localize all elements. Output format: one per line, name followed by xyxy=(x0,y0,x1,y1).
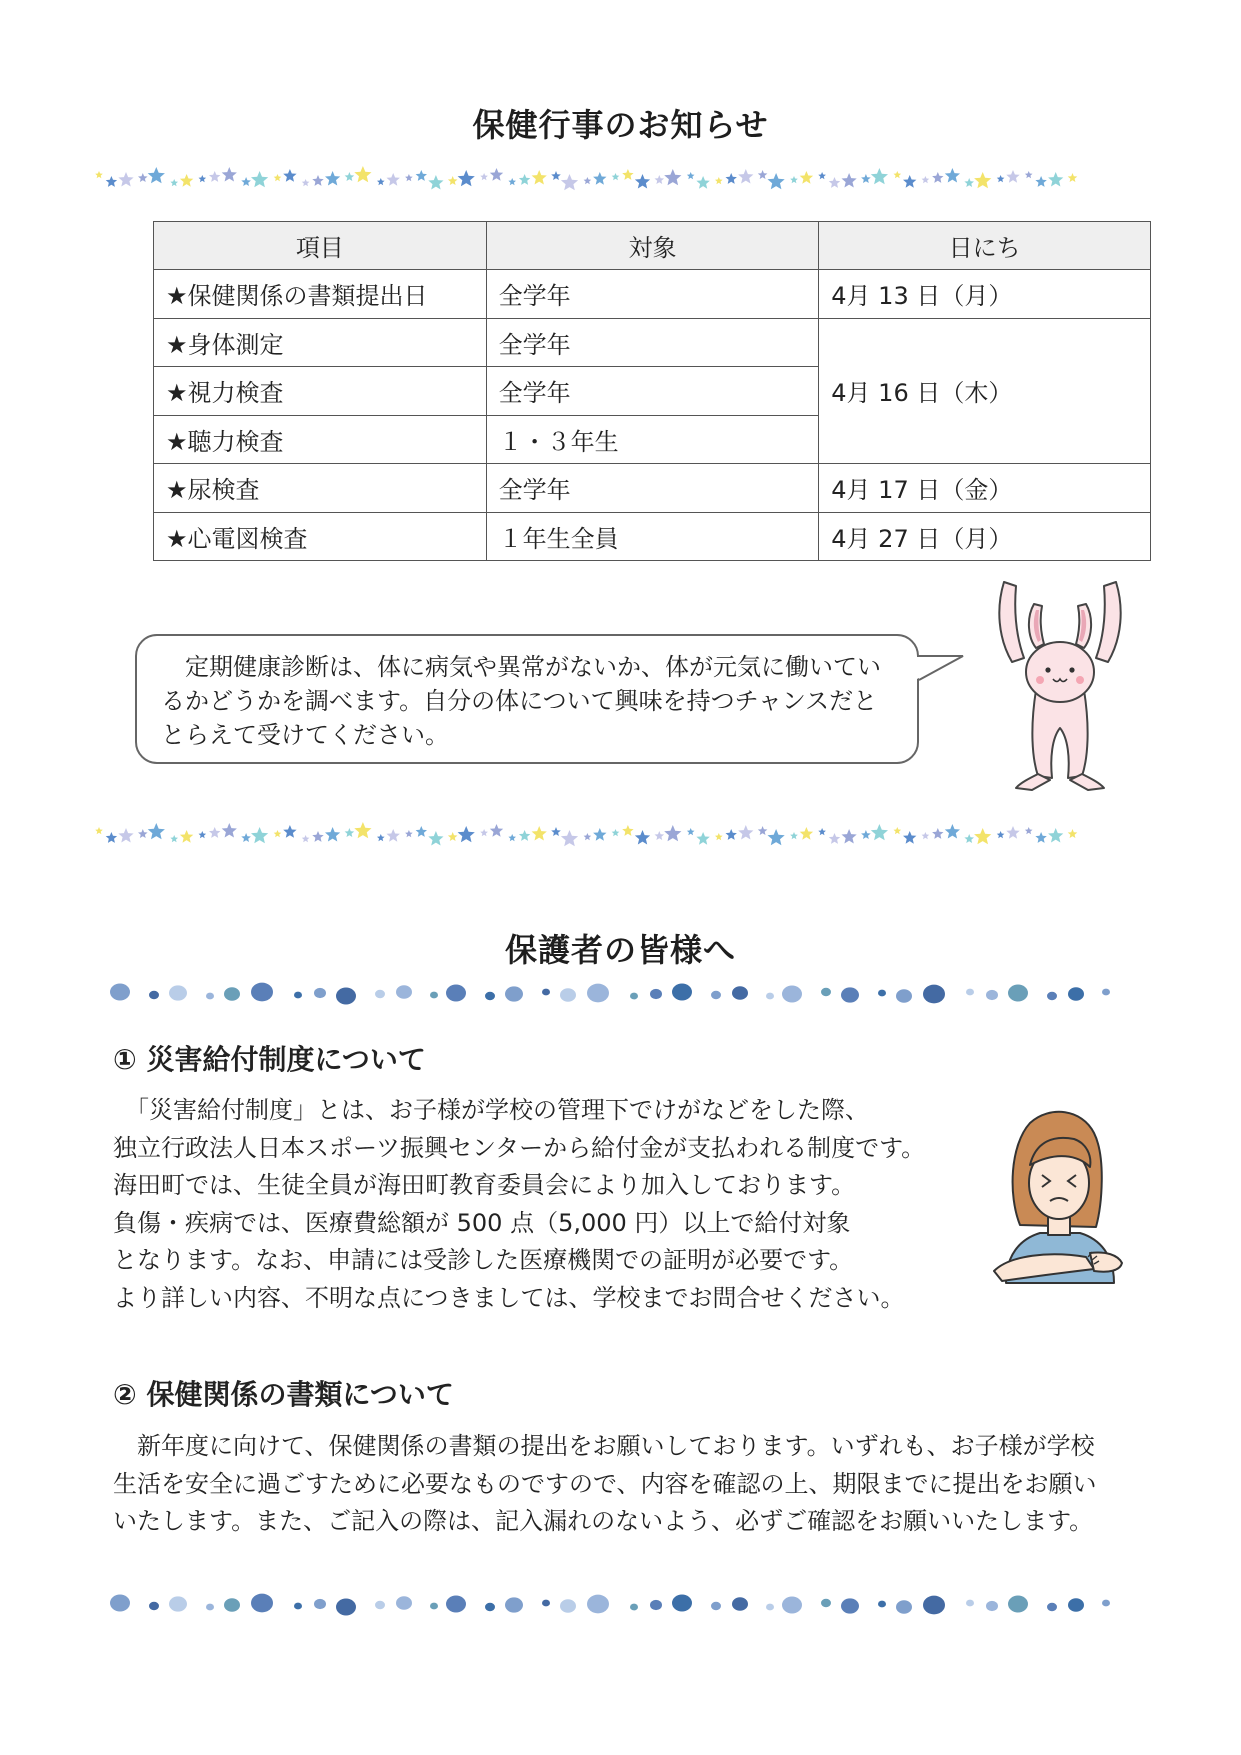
dot-ornament xyxy=(732,986,748,1000)
star-ornament xyxy=(664,825,681,841)
star-ornament xyxy=(345,828,355,837)
star-ornament xyxy=(561,174,578,190)
dot-ornament xyxy=(966,1600,974,1607)
disaster-benefit-paragraph xyxy=(113,1092,973,1317)
paragraph-line: 生活を安全に過ごすために必要なものですので、内容を確認の上、期限までに提出をお願い xyxy=(113,1469,1097,1498)
star-ornament xyxy=(593,172,606,185)
paragraph-line: 負傷・疾病では、医療費総額が 500 点（5,000 円）以上で給付対象 xyxy=(113,1208,851,1237)
star-ornament xyxy=(871,168,888,184)
injured-woman-illustration xyxy=(990,1105,1130,1285)
cell-target: 全学年 xyxy=(486,464,819,513)
star-ornament xyxy=(612,173,620,180)
star-ornament xyxy=(612,829,620,836)
health-documents-paragraph xyxy=(113,1428,1143,1541)
dot-ornament xyxy=(505,1597,523,1612)
cell-target: 全学年 xyxy=(486,270,819,319)
dot-ornament xyxy=(169,1596,187,1611)
dot-ornament xyxy=(587,1595,609,1614)
star-ornament xyxy=(480,173,488,180)
star-ornament xyxy=(387,173,400,186)
dot-ornament xyxy=(485,992,495,1001)
star-ornament xyxy=(274,174,282,181)
dot-ornament xyxy=(1047,992,1057,1001)
dot-ornament xyxy=(821,1599,831,1608)
dot-ornament xyxy=(923,1596,945,1615)
star-ornament xyxy=(1035,176,1046,187)
cell-target: 全学年 xyxy=(486,367,819,416)
bubble-line: とらえて受けてください。 xyxy=(161,721,449,749)
star-ornament xyxy=(274,830,282,837)
star-ornament xyxy=(428,175,443,190)
star-ornament xyxy=(758,826,768,835)
star-ornament xyxy=(861,174,871,183)
dot-ornament xyxy=(672,1595,692,1612)
dot-ornament xyxy=(923,985,945,1004)
star-divider-top xyxy=(95,164,1085,194)
dot-ornament xyxy=(1102,1600,1110,1607)
column-header-date: 日にち xyxy=(819,222,1151,270)
dot-ornament xyxy=(314,1599,326,1609)
dot-ornament xyxy=(782,1597,802,1614)
star-ornament xyxy=(302,835,310,842)
star-ornament xyxy=(428,831,443,846)
dot-ornament xyxy=(782,986,802,1003)
star-ornament xyxy=(241,833,251,842)
paragraph-line: 「災害給付制度」とは、お子様が学校の管理下でけがなどをした際、 xyxy=(113,1096,869,1124)
star-ornament xyxy=(118,828,133,843)
dot-ornament xyxy=(149,991,159,1000)
star-ornament xyxy=(945,168,960,183)
cell-date-merged: 4月 16 日（木） xyxy=(819,318,1151,464)
dot-ornament xyxy=(1068,987,1084,1001)
star-ornament xyxy=(302,179,310,186)
cell-target: １年生全員 xyxy=(486,512,819,561)
bubble-line: 定期健康診断は、体に病気や異常がないか、体が元気に働いてい xyxy=(161,653,881,681)
dot-ornament xyxy=(1068,1598,1084,1612)
dot-ornament xyxy=(251,1594,273,1613)
bubble-line: るかどうかを調べます。自分の体について興味を持つチャンスだと xyxy=(161,687,878,715)
section-title-health-events: 保健行事のお知らせ xyxy=(472,106,769,144)
star-ornament xyxy=(209,171,220,182)
dot-ornament xyxy=(896,989,912,1003)
star-ornament xyxy=(312,831,323,842)
cell-item: ★保健関係の書類提出日 xyxy=(154,270,487,319)
star-ornament xyxy=(664,169,681,185)
star-ornament xyxy=(95,827,103,834)
star-ornament xyxy=(170,179,178,186)
star-ornament xyxy=(551,827,561,836)
cell-target: １・３年生 xyxy=(486,415,819,464)
star-ornament xyxy=(655,831,665,840)
star-ornament xyxy=(997,831,1005,838)
dot-ornament xyxy=(169,985,187,1000)
star-ornament xyxy=(448,176,458,185)
table-row xyxy=(154,512,1151,561)
column-header-target: 対象 xyxy=(486,222,819,270)
dot-ornament xyxy=(224,1598,240,1612)
star-ornament xyxy=(715,177,723,184)
star-ornament xyxy=(974,172,991,188)
star-ornament xyxy=(561,830,578,846)
cell-item: ★心電図検査 xyxy=(154,512,487,561)
star-ornament xyxy=(726,173,737,184)
star-ornament xyxy=(584,177,592,184)
dot-ornament xyxy=(430,992,438,999)
dot-ornament xyxy=(560,988,576,1002)
star-ornament xyxy=(758,170,768,179)
cell-item: ★尿検査 xyxy=(154,464,487,513)
star-ornament xyxy=(405,830,413,837)
star-ornament xyxy=(325,827,340,842)
dot-ornament xyxy=(630,993,638,1000)
star-ornament xyxy=(593,828,606,841)
dot-ornament xyxy=(294,992,302,999)
star-ornament xyxy=(519,174,530,185)
dot-ornament xyxy=(587,984,609,1003)
star-ornament xyxy=(1068,173,1078,182)
star-ornament xyxy=(922,832,930,839)
paragraph-line: いたします。また、ご記入の際は、記入漏れのないよう、必ずご確認をお願いいたします。 xyxy=(113,1507,1094,1535)
dot-ornament xyxy=(1008,1596,1028,1613)
star-ornament xyxy=(818,172,826,179)
star-ornament xyxy=(687,828,695,835)
speech-bubble-tail xyxy=(915,650,965,690)
dot-ornament xyxy=(986,1601,998,1611)
star-ornament xyxy=(138,173,148,182)
star-ornament xyxy=(416,826,427,837)
star-ornament xyxy=(448,832,458,841)
star-ornament xyxy=(842,173,857,188)
dot-ornament xyxy=(396,985,412,999)
star-ornament xyxy=(861,830,871,839)
star-ornament xyxy=(180,174,193,187)
star-ornament xyxy=(532,826,547,841)
star-ornament xyxy=(490,824,503,837)
star-ornament xyxy=(696,832,709,845)
star-ornament xyxy=(508,178,516,185)
star-ornament xyxy=(842,829,857,844)
star-ornament xyxy=(138,829,148,838)
dot-divider-top xyxy=(110,977,1130,1011)
dot-ornament xyxy=(336,988,356,1005)
cell-date: 4月 27 日（月） xyxy=(819,512,1151,561)
table-row xyxy=(154,318,1151,367)
star-ornament xyxy=(903,831,916,844)
dot-ornament xyxy=(766,993,774,1000)
star-ornament xyxy=(222,823,237,838)
cell-item: ★聴力検査 xyxy=(154,415,487,464)
star-ornament xyxy=(490,168,503,181)
paragraph-line: となります。なお、申請には受診した医療機関での証明が必要です。 xyxy=(113,1246,854,1274)
dot-ornament xyxy=(630,1604,638,1611)
star-ornament xyxy=(199,831,207,838)
dot-ornament xyxy=(149,1602,159,1611)
cell-date: 4月 13 日（月） xyxy=(819,270,1151,319)
dot-ornament xyxy=(1047,1603,1057,1612)
star-ornament xyxy=(738,825,753,840)
dot-ornament xyxy=(206,993,214,1000)
topic-heading-health-documents: ② 保健関係の書類について xyxy=(113,1378,454,1411)
dot-ornament xyxy=(485,1603,495,1612)
star-ornament xyxy=(1048,172,1063,187)
dot-ornament xyxy=(711,1602,721,1611)
dot-ornament xyxy=(110,984,130,1001)
dot-ornament xyxy=(650,989,662,999)
dot-ornament xyxy=(821,988,831,997)
paragraph-line: 独立行政法人日本スポーツ振興センターから給付金が支払われる制度です。 xyxy=(113,1133,926,1162)
star-ornament xyxy=(458,170,475,186)
star-ornament xyxy=(715,833,723,840)
dot-ornament xyxy=(766,1604,774,1611)
star-ornament xyxy=(1035,832,1046,843)
dot-ornament xyxy=(896,1600,912,1614)
star-ornament xyxy=(1006,826,1019,839)
dot-ornament xyxy=(841,1598,859,1613)
star-ornament xyxy=(519,830,530,841)
star-ornament xyxy=(768,829,785,845)
star-ornament xyxy=(95,171,103,178)
star-ornament xyxy=(622,169,633,180)
star-ornament xyxy=(687,172,695,179)
table-row xyxy=(154,464,1151,513)
star-ornament xyxy=(180,830,193,843)
dot-ornament xyxy=(314,988,326,998)
star-ornament xyxy=(635,830,650,845)
star-ornament xyxy=(1048,828,1063,843)
star-ornament xyxy=(800,827,813,840)
star-ornament xyxy=(405,174,413,181)
star-ornament xyxy=(622,825,633,836)
star-ornament xyxy=(312,175,323,186)
star-ornament xyxy=(148,823,165,839)
dot-divider-bottom xyxy=(110,1588,1130,1622)
star-ornament xyxy=(345,172,355,181)
star-ornament xyxy=(726,829,737,840)
dot-ornament xyxy=(542,989,550,996)
star-ornament xyxy=(458,826,475,842)
star-ornament xyxy=(818,828,826,835)
star-ornament xyxy=(118,172,133,187)
dot-ornament xyxy=(966,989,974,996)
dot-ornament xyxy=(1008,985,1028,1002)
speech-bubble xyxy=(135,634,919,764)
star-ornament xyxy=(829,833,840,844)
cell-target: 全学年 xyxy=(486,318,819,367)
star-ornament xyxy=(738,169,753,184)
star-ornament xyxy=(508,834,516,841)
star-ornament xyxy=(871,824,888,840)
dot-ornament xyxy=(336,1599,356,1616)
star-ornament xyxy=(377,834,385,841)
star-ornament xyxy=(974,828,991,844)
star-ornament xyxy=(148,167,165,183)
star-ornament xyxy=(932,828,943,839)
star-ornament xyxy=(106,832,117,843)
star-ornament xyxy=(532,170,547,185)
star-divider-bottom xyxy=(95,820,1085,850)
star-ornament xyxy=(251,171,268,187)
dot-ornament xyxy=(396,1596,412,1610)
star-ornament xyxy=(354,822,371,838)
star-ornament xyxy=(894,171,902,178)
dot-ornament xyxy=(206,1604,214,1611)
star-ornament xyxy=(551,171,561,180)
star-ornament xyxy=(696,176,709,189)
star-ornament xyxy=(964,834,974,843)
dot-ornament xyxy=(375,990,385,999)
star-ornament xyxy=(325,171,340,186)
star-ornament xyxy=(1006,170,1019,183)
table-row xyxy=(154,270,1151,319)
star-ornament xyxy=(241,177,251,186)
star-ornament xyxy=(377,178,385,185)
star-ornament xyxy=(790,176,798,183)
dot-ornament xyxy=(711,991,721,1000)
star-ornament xyxy=(1068,829,1078,838)
dot-ornament xyxy=(446,1596,466,1613)
cell-item: ★身体測定 xyxy=(154,318,487,367)
dot-ornament xyxy=(1102,989,1110,996)
dot-ornament xyxy=(446,985,466,1002)
topic-heading-disaster-benefit: ① 災害給付制度について xyxy=(113,1043,426,1076)
dot-ornament xyxy=(732,1597,748,1611)
star-ornament xyxy=(903,175,916,188)
dot-ornament xyxy=(251,983,273,1002)
star-ornament xyxy=(584,833,592,840)
star-ornament xyxy=(790,832,798,839)
star-ornament xyxy=(283,169,296,182)
dot-ornament xyxy=(542,1600,550,1607)
table-header-row xyxy=(154,222,1151,270)
dot-ornament xyxy=(375,1601,385,1610)
paragraph-line: 海田町では、生徒全員が海田町教育委員会により加入しております。 xyxy=(113,1171,856,1199)
star-ornament xyxy=(480,829,488,836)
star-ornament xyxy=(997,175,1005,182)
dot-ornament xyxy=(841,987,859,1002)
column-header-item: 項目 xyxy=(154,222,487,270)
star-ornament xyxy=(416,170,427,181)
dot-ornament xyxy=(878,990,886,997)
star-ornament xyxy=(222,167,237,182)
star-ornament xyxy=(932,172,943,183)
star-ornament xyxy=(922,176,930,183)
dot-ornament xyxy=(110,1595,130,1612)
star-ornament xyxy=(209,827,220,838)
star-ornament xyxy=(251,827,268,843)
paragraph-line: 新年度に向けて、保健関係の書類の提出をお願いしております。いずれも、お子様が学校 xyxy=(113,1432,1095,1460)
dot-ornament xyxy=(672,984,692,1001)
star-ornament xyxy=(945,824,960,839)
dot-ornament xyxy=(224,987,240,1001)
dot-ornament xyxy=(986,990,998,1000)
section-title-parents: 保護者の皆様へ xyxy=(504,931,736,969)
star-ornament xyxy=(655,175,665,184)
star-ornament xyxy=(894,827,902,834)
star-ornament xyxy=(829,177,840,188)
cell-item: ★視力検査 xyxy=(154,367,487,416)
star-ornament xyxy=(283,825,296,838)
dot-ornament xyxy=(650,1600,662,1610)
paragraph-line: より詳しい内容、不明な点につきましては、学校までお問合せください。 xyxy=(113,1283,905,1312)
dot-ornament xyxy=(560,1599,576,1613)
dot-ornament xyxy=(878,1601,886,1608)
star-ornament xyxy=(387,829,400,842)
star-ornament xyxy=(1025,827,1033,834)
star-ornament xyxy=(199,175,207,182)
star-ornament xyxy=(170,835,178,842)
star-ornament xyxy=(635,174,650,189)
dot-ornament xyxy=(294,1603,302,1610)
rabbit-illustration xyxy=(990,578,1130,793)
star-ornament xyxy=(964,178,974,187)
star-ornament xyxy=(1025,171,1033,178)
health-events-table xyxy=(153,221,1151,561)
star-ornament xyxy=(354,166,371,182)
star-ornament xyxy=(768,173,785,189)
star-ornament xyxy=(106,176,117,187)
cell-date: 4月 17 日（金） xyxy=(819,464,1151,513)
star-ornament xyxy=(800,171,813,184)
dot-ornament xyxy=(505,986,523,1001)
dot-ornament xyxy=(430,1603,438,1610)
